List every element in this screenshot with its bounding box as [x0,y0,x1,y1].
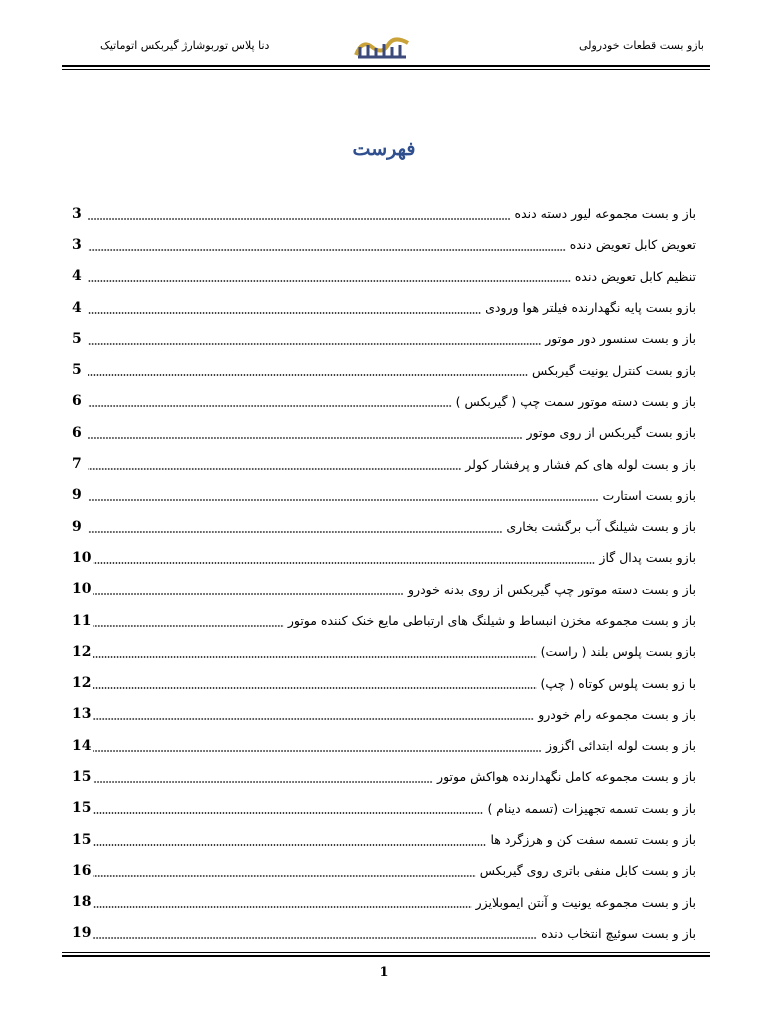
toc-entry-page-number: 15 [72,768,92,785]
toc-entry[interactable] [72,605,696,636]
toc-entry-page-number: 16 [72,862,92,879]
toc-entry-page-number: 6 [72,424,82,441]
toc-entry-label: تنظیم کابل تعویض دنده [574,268,696,284]
toc-entry-label: با زو بست پلوس کوتاه ( چپ) [540,675,696,691]
dot-leader [93,750,542,752]
toc-entry[interactable] [72,323,696,354]
toc-entry-label: باز و بست کابل منفی باتری روی گیربکس [479,863,696,879]
toc-entry[interactable] [72,855,696,886]
header-rule-thin [62,69,710,70]
dot-leader [88,312,481,314]
toc-entry-page-number: 9 [72,518,82,535]
toc-entry-label: باز و بست دسته موتور چپ گیربکس از روی بدنه خودرو [408,581,696,597]
dot-leader [88,249,566,251]
toc-entry[interactable] [72,229,696,260]
dot-leader [88,280,571,282]
toc-entry-label: باز و بست لوله های کم فشار و پرفشار کولر [465,456,696,472]
dot-leader [88,468,461,470]
toc-entry[interactable] [72,918,696,949]
header-rule [62,65,710,67]
toc-entry-label: باز و بست سوئیچ انتخاب دنده [541,925,696,941]
dot-leader [88,499,598,501]
toc-entry-page-number: 9 [72,487,82,504]
dot-leader [93,781,433,783]
company-logo [352,33,412,65]
toc-entry-page-number: 15 [72,831,92,848]
toc-entry[interactable] [72,699,696,730]
toc-entry[interactable] [72,887,696,918]
dot-leader [93,656,536,658]
toc-entry-label: تعویض کابل تعویض دنده [569,237,696,253]
dot-leader [93,687,536,689]
dot-leader [93,875,475,877]
toc-entry-label: بازو بست گیربکس از روی موتور [526,425,696,441]
dot-leader [93,937,537,939]
toc-entry[interactable] [72,793,696,824]
toc-entry[interactable] [72,824,696,855]
dot-leader [93,906,471,908]
toc-entry-page-number: 5 [72,362,82,379]
toc-entry[interactable] [72,386,696,417]
toc-entry-page-number: 19 [72,925,92,942]
toc-entry[interactable] [72,511,696,542]
toc-entry[interactable] [72,574,696,605]
toc-entry[interactable] [72,730,696,761]
toc-entry[interactable] [72,480,696,511]
toc-entry[interactable] [72,761,696,792]
toc-entry[interactable] [72,542,696,573]
header-document-title: بازو بست قطعات خودرولی [578,39,704,52]
toc-entry-page-number: 3 [72,236,82,253]
page-title: فهرست [352,138,416,160]
toc-entry-label: باز و بست مجموعه یونیت و آنتن ایموبلایزر [475,894,696,910]
toc-entry-page-number: 6 [72,393,82,410]
page-number: 1 [379,965,389,980]
dot-leader [88,374,528,376]
toc-entry-page-number: 3 [72,205,82,222]
toc-entry-page-number: 12 [72,643,92,660]
toc-entry-page-number: 11 [72,612,92,629]
header-vehicle-model: دنا پلاس توربوشارژ گیربکس اتوماتیک [100,39,270,52]
toc-entry[interactable] [72,198,696,229]
toc-entry[interactable] [72,417,696,448]
toc-entry-page-number: 18 [72,894,92,911]
toc-entry-label: بازو بست پدال گاز [599,550,696,566]
toc-entry-label: باز و بست مجموعه لیور دسته دنده [514,206,696,222]
toc-entry-label: باز و بست مجموعه مخزن انبساط و شیلنگ های ارتباطی مایع خنک کننده موتور [287,613,696,628]
toc-entry-page-number: 12 [72,675,92,692]
toc-entry-page-number: 4 [72,268,82,285]
toc-entry-label: بازو بست پایه نگهدارنده فیلتر هوا ورودی [485,300,696,316]
dot-leader [93,718,534,720]
toc-entry[interactable] [72,636,696,667]
dot-leader [88,437,522,439]
toc-entry-label: باز و بست دسته موتور سمت چپ ( گیربکس ) [455,393,696,409]
toc-entry-label: باز و بست تسمه سفت کن و هرزگرد ها [490,832,696,848]
table-of-contents [72,198,696,949]
dot-leader [88,218,511,220]
toc-entry-label: باز و بست شیلنگ آب برگشت بخاری [506,519,696,535]
toc-entry[interactable] [72,292,696,323]
toc-entry-page-number: 15 [72,800,92,817]
toc-entry[interactable] [72,354,696,385]
dot-leader [93,625,283,627]
toc-entry[interactable] [72,448,696,479]
toc-entry-page-number: 10 [72,581,92,598]
dot-leader [88,531,502,533]
toc-entry-label: باز و بست سنسور دور موتور [545,331,696,347]
dot-leader [88,343,541,345]
toc-entry[interactable] [72,667,696,698]
dot-leader [88,405,452,407]
toc-entry-label: باز و بست لوله ابتدائی اگزوز [546,738,696,754]
svg-text:ایساکو: ایساکو [377,61,387,65]
toc-entry-page-number: 14 [72,737,92,754]
toc-entry-label: باز و بست مجموعه کامل نگهدارنده هواکش موتور [437,769,696,785]
toc-entry-label: بازو بست استارت [602,487,696,503]
toc-entry-page-number: 10 [72,549,92,566]
dot-leader [93,812,483,814]
toc-entry[interactable] [72,261,696,292]
toc-entry-label: باز و بست تسمه تجهیزات (تسمه دینام ) [487,800,696,816]
toc-entry-page-number: 13 [72,706,92,723]
dot-leader [93,593,404,595]
toc-entry-label: بازو بست پلوس بلند ( راست) [540,644,696,660]
page-header [62,30,710,66]
dot-leader [93,844,486,846]
toc-entry-page-number: 5 [72,330,82,347]
toc-entry-page-number: 4 [72,299,82,316]
footer-rule [62,955,710,957]
toc-entry-label: باز و بست مجموعه رام خودرو [538,706,696,722]
toc-entry-page-number: 7 [72,456,82,473]
dot-leader [93,562,595,564]
footer-rule-thin [62,952,710,953]
toc-entry-label: بازو بست کنترل یونیت گیربکس [531,362,696,378]
